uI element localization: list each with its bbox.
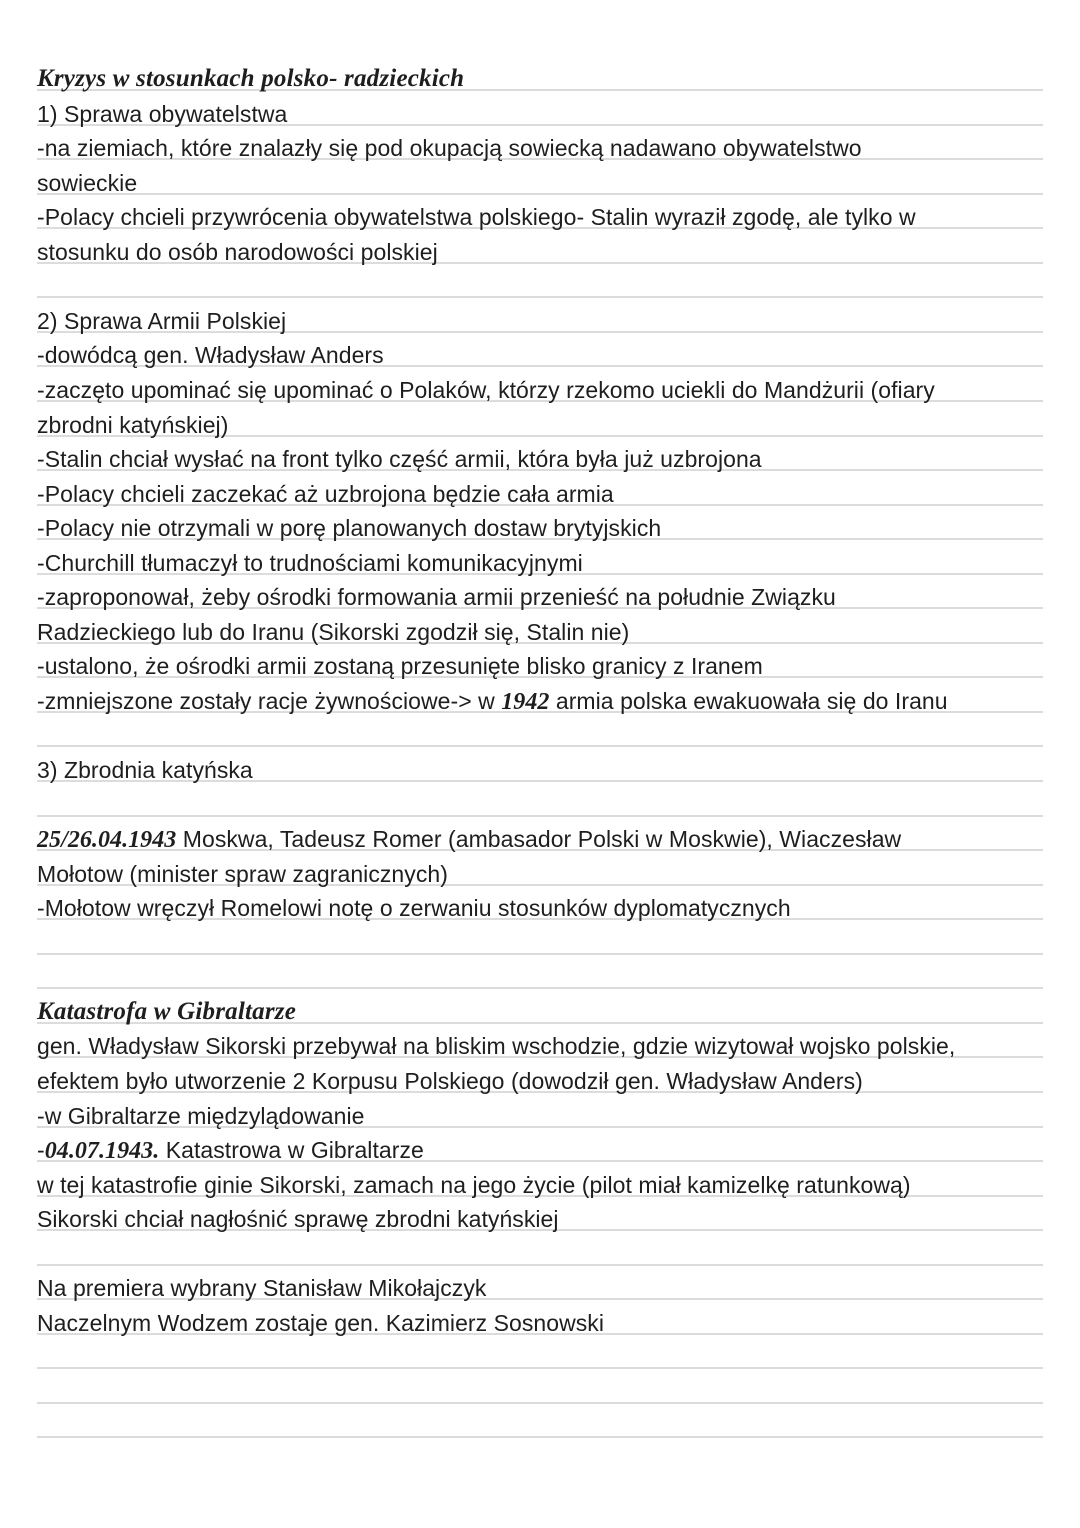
note-text: Katastrowa w Gibraltarze bbox=[159, 1137, 424, 1163]
note-line: -Churchill tłumaczył to trudnościami komunikacyjnymi bbox=[37, 550, 583, 576]
note-line: -na ziemiach, które znalazły się pod okupacją sowiecką nadawano obywatelstwo bbox=[37, 135, 862, 161]
note-text: - bbox=[37, 1137, 45, 1163]
rule-line bbox=[37, 745, 1043, 747]
note-text: Moskwa, Tadeusz Romer (ambasador Polski w Moskwie), Wiaczesław bbox=[176, 826, 902, 852]
note-line: 3) Zbrodnia katyńska bbox=[37, 757, 253, 783]
note-text: -zmniejszone zostały racje żywnościowe-> w bbox=[37, 688, 502, 714]
note-line bbox=[37, 822, 1047, 856]
note-line: -Mołotow wręczył Romelowi notę o zerwaniu stosunków dyplomatycznych bbox=[37, 895, 791, 921]
section-heading: Kryzys w stosunkach polsko- radzieckich bbox=[37, 65, 465, 92]
rule-line bbox=[37, 1367, 1043, 1369]
section-heading: Katastrofa w Gibraltarze bbox=[37, 998, 296, 1025]
rule-line bbox=[37, 1402, 1043, 1404]
note-line: zbrodni katyńskiej) bbox=[37, 412, 229, 438]
rule-line bbox=[37, 815, 1043, 817]
note-line: -Stalin chciał wysłać na front tylko część armii, która była już uzbrojona bbox=[37, 446, 762, 472]
note-line: -w Gibraltarze międzylądowanie bbox=[37, 1103, 365, 1129]
note-line: -zaproponował, żeby ośrodki formowania armii przenieść na południe Związku bbox=[37, 584, 836, 610]
rule-line bbox=[37, 953, 1043, 955]
note-line: -dowódcą gen. Władysław Anders bbox=[37, 342, 384, 368]
note-line: efektem było utworzenie 2 Korpusu Polskiego (dowodził gen. Władysław Anders) bbox=[37, 1068, 863, 1094]
note-line: Na premiera wybrany Stanisław Mikołajczyk bbox=[37, 1275, 487, 1301]
note-line: 2) Sprawa Armii Polskiej bbox=[37, 308, 287, 334]
note-line: 1) Sprawa obywatelstwa bbox=[37, 101, 288, 127]
date-highlight: 25/26.04.1943 bbox=[37, 827, 177, 853]
note-line: -Polacy nie otrzymali w porę planowanych dostaw brytyjskich bbox=[37, 515, 662, 541]
rule-line bbox=[37, 987, 1043, 989]
note-line: Radzieckiego lub do Iranu (Sikorski zgodził się, Stalin nie) bbox=[37, 619, 630, 645]
note-line bbox=[37, 1133, 1047, 1167]
note-line: w tej katastrofie ginie Sikorski, zamach na jego życie (pilot miał kamizelkę ratunkową) bbox=[37, 1172, 911, 1198]
note-line: -Polacy chcieli zaczekać aż uzbrojona będzie cała armia bbox=[37, 481, 614, 507]
note-line: -ustalono, że ośrodki armii zostaną przesunięte blisko granicy z Iranem bbox=[37, 653, 763, 679]
rule-line bbox=[37, 1264, 1043, 1266]
note-line bbox=[37, 684, 1047, 718]
rule-line bbox=[37, 296, 1043, 298]
date-highlight: 04.07.1943. bbox=[44, 1138, 160, 1164]
date-highlight: 1942 bbox=[501, 689, 550, 715]
note-line: gen. Władysław Sikorski przebywał na bliskim wschodzie, gdzie wizytował wojsko polskie, bbox=[37, 1033, 956, 1059]
rule-line bbox=[37, 1436, 1043, 1438]
note-line: Naczelnym Wodzem zostaje gen. Kazimierz Sosnowski bbox=[37, 1310, 605, 1336]
note-line: Mołotow (minister spraw zagranicznych) bbox=[37, 861, 448, 887]
note-text: armia polska ewakuowała się do Iranu bbox=[549, 688, 948, 714]
note-line: -zaczęto upominać się upominać o Polaków, którzy rzekomo uciekli do Mandżurii (ofiary bbox=[37, 377, 935, 403]
note-line: sowieckie bbox=[37, 170, 138, 196]
note-line: stosunku do osób narodowości polskiej bbox=[37, 239, 438, 265]
note-line: Sikorski chciał nagłośnić sprawę zbrodni katyńskiej bbox=[37, 1206, 559, 1232]
note-line: -Polacy chcieli przywrócenia obywatelstwa polskiego- Stalin wyraził zgodę, ale tylko w bbox=[37, 204, 916, 230]
